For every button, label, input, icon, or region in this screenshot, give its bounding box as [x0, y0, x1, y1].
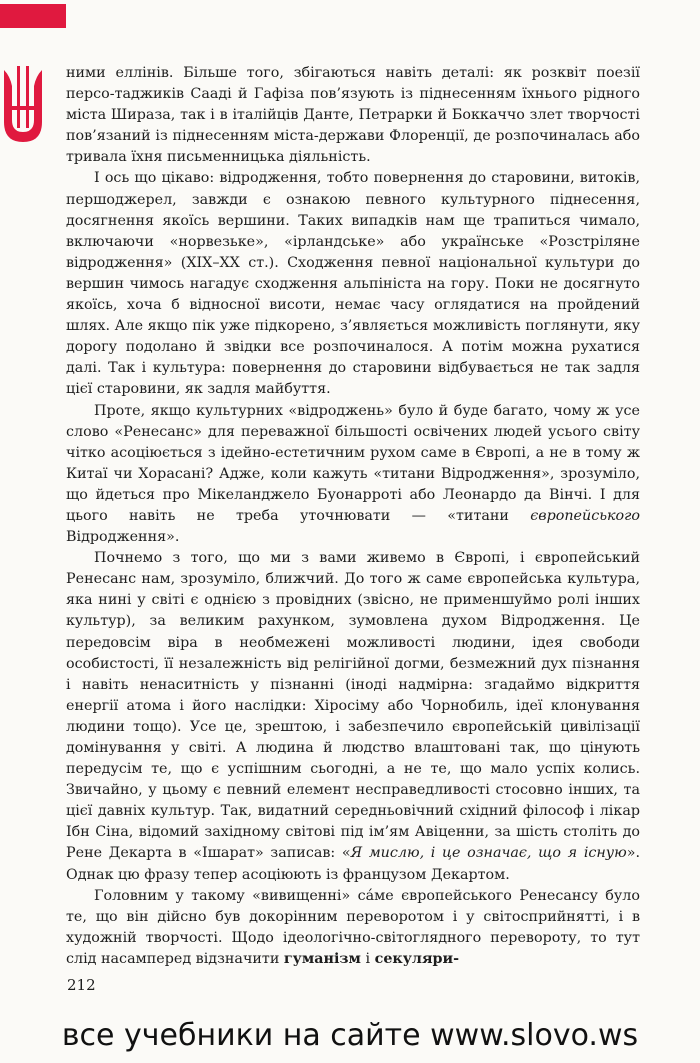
paragraph-4: [66, 548, 640, 886]
paragraph-1: ними еллінів. Більше того, збігаються навіть деталі: як розквіт поезії персо-таджиків Сааді й Гафіза пов’язують із піднесенням їхнього рідного міста Шираза, так і в італійців Данте, Петрарки й Боккаччо злет творчості пов’язаний із піднесенням міста-держави Флоренції, де розпочиналась або тривала їхня письменницька діяльність.: [66, 65, 640, 166]
corner-color-bar: [0, 4, 66, 28]
lyre-icon: [0, 62, 46, 146]
paragraph-5-conjunction: і: [360, 950, 375, 967]
paragraph-3-text: Проте, якщо культурних «відроджень» було й буде багато, чому ж усе слово «Ренесанс» для переважної більшості освічених людей усього світу чітко асоціюється з ідейно-естетичним рухом саме в Європі, а не в тому ж Китаї чи Хорасані? Адже, коли кажуть «титани Відродження», зрозуміло, що йдеться про Мікеланджело Буонарроті або Леонардо да Вінчі. І для цього навіть не треба уточнювати — «титани: [66, 402, 640, 524]
avicenna-quote: Я мислю, і це означає, що я існую: [350, 845, 627, 862]
page-number: 212: [67, 976, 96, 994]
term-humanism: гуманізм: [283, 950, 361, 967]
page-body: [66, 63, 640, 970]
paragraph-3: [66, 401, 640, 549]
term-secularization: секуляри-: [374, 950, 460, 967]
paragraph-2: І ось що цікаво: відродження, тобто повернення до старовини, витоків, першоджерел, завжди є ознакою певного культурного піднесення, досягнення якоїсь вершини. Таких випадків нам ще трапиться чимало, включаючи «норвезьке», «ірландське» або українське «Розстріляне відродження» (XIX–XX ст.). Сходження певної національної культури до вершин чимось нагадує сходження альпініста на гору. Поки не досягнуто якоїсь, хоча б відносної висоти, немає часу оглядатися на пройдений шлях. Але якщо пік уже підкорено, з’являється можливість поглянути, яку дорогу подолано й звідки все розпочиналося. А потім можна рухатися далі. Так і культура: повернення до старовини відбувається не так задля цієї старовини, як задля майбуття.: [66, 170, 640, 398]
paragraph-4-text: Почнемо з того, що ми з вами живемо в Європі, і європейський Ренесанс нам, зрозуміло, ближчий. До того ж саме європейська культура, яка нині у світі є однією з провідних (звісно, не применшуймо ролі інших культур), за великим рахунком, зумовлена духом Відродження. Це передовсім віра в необмежені можливості людини, ідея свободи особистості, її незалежність від релігійної догми, безмежний дух пізнання і навіть ненаситність у пізнанні (іноді надмірна: згадаймо відкриття енергії атома і його наслідки: Хіросіму або Чорнобиль, ідеї клонування людини тощо). Усе це, зрештою, і забезпечило європейській цивілізації домінування у світі. А людина й людство влаштовані так, що цінують передусім те, що є успішним сьогодні, а не те, що мало успіх колись. Звичайно, у цьому є певний елемент несправедливості стосовно інших, та цієї давніх культур. Так, видатний середньовічний східний філософ і лікар Ібн Сіна, відомий західному світові під ім’ям Авіценни, за шість століть до Рене Декарта в «Ішарат» записав: «: [66, 550, 640, 862]
paragraph-5: [66, 886, 640, 970]
paragraph-3-end: Відродження».: [66, 529, 180, 546]
paragraph-5-text: Головним у такому «вивищенні» сáме європейського Ренесансу було те, що він дійсно був докорінним переворотом і у світосприйнятті, і в художній творчості. Щодо ідеологічно-світоглядного перевороту, то тут слід насамперед відзначити: [66, 887, 640, 967]
site-banner: все учебники на сайте www.slovo.ws: [61, 1018, 639, 1053]
paragraph-3-emphasis: європейського: [530, 507, 640, 524]
paragraph-4-end: ». Однак цю фразу тепер асоціюють із французом Декартом.: [66, 845, 640, 883]
